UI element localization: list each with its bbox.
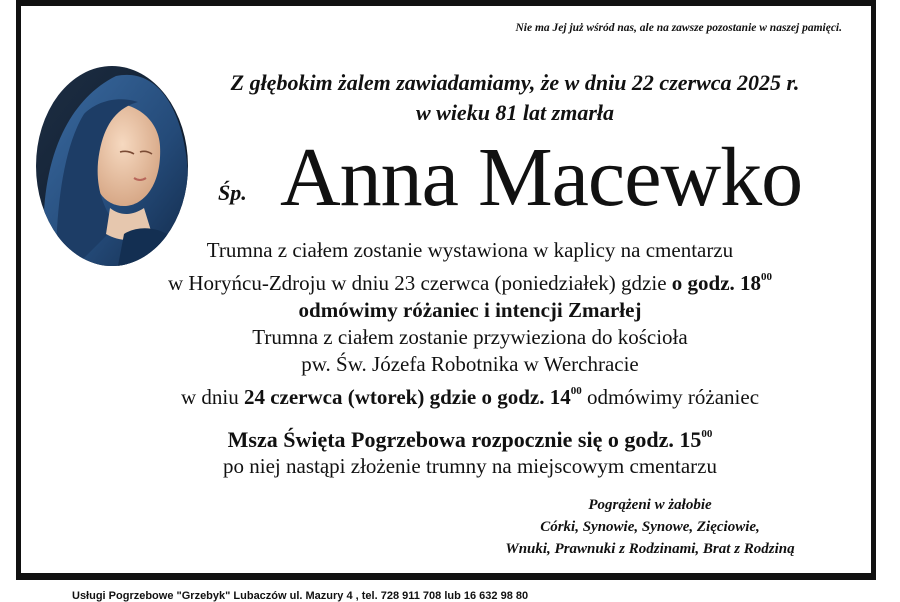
detail-line — [100, 264, 840, 297]
mass-time-minutes: 00 — [701, 428, 713, 440]
deceased-name: Anna Macewko — [280, 131, 803, 224]
detail-line: Trumna z ciałem zostanie przywieziona do kościoła — [252, 325, 688, 349]
border-left — [16, 0, 21, 580]
detail-time-minutes: 00 — [761, 271, 773, 283]
burial-line: po niej nastąpi złożenie trumny na miejscowym cmentarzu — [223, 454, 717, 478]
mourners-line: Córki, Synowie, Synowe, Zięciowie, — [540, 519, 760, 535]
border-top — [16, 0, 876, 6]
intro-line-2: w wieku 81 lat zmarła — [415, 100, 615, 125]
detail-text: odmówimy różaniec — [581, 385, 760, 409]
detail-line: pw. Św. Józefa Robotnika w Werchracie — [301, 352, 639, 376]
detail-line: odmówimy różaniec i intencji Zmarłej — [298, 298, 642, 322]
detail-line: Trumna z ciałem zostanie wystawiona w kaplicy na cmentarzu — [206, 238, 734, 262]
funeral-details — [100, 237, 840, 480]
deceased-name-row — [218, 128, 838, 228]
detail-time: o godz. 18 — [671, 271, 762, 295]
mourners-heading: Pogrążeni w żałobie — [588, 497, 712, 513]
detail-line — [100, 378, 840, 411]
mass-announcement: Msza Święta Pogrzebowa rozpocznie się o godz. 15 — [227, 427, 702, 452]
madonna-portrait-icon — [36, 66, 188, 266]
mass-line — [100, 421, 840, 453]
name-prefix: Śp. — [218, 180, 247, 205]
announcement-intro — [150, 68, 880, 128]
detail-time-minutes: 00 — [570, 385, 582, 397]
funeral-home-footer: Usługi Pogrzebowe "Grzebyk" Lubaczów ul. Mazury 4 , tel. 728 911 708 lub 16 632 98 80 — [72, 590, 529, 602]
mourners-line: Wnuki, Prawnuki z Rodzinami, Brat z Rodziną — [505, 541, 795, 557]
detail-text: w Horyńcu-Zdroju w dniu 23 czerwca (poniedziałek) gdzie — [167, 271, 672, 295]
border-bottom — [16, 573, 876, 580]
detail-date-time: 24 czerwca (wtorek) gdzie o godz. 14 — [243, 385, 571, 409]
memorial-motto: Nie ma Jej już wśród nas, ale na zawsze pozostanie w naszej pamięci. — [515, 22, 842, 34]
intro-line-1: Z głębokim żalem zawiadamiamy, że w dniu 22 czerwca 2025 r. — [230, 70, 800, 95]
mourners-block — [430, 494, 870, 560]
detail-text: w dniu — [180, 385, 244, 409]
